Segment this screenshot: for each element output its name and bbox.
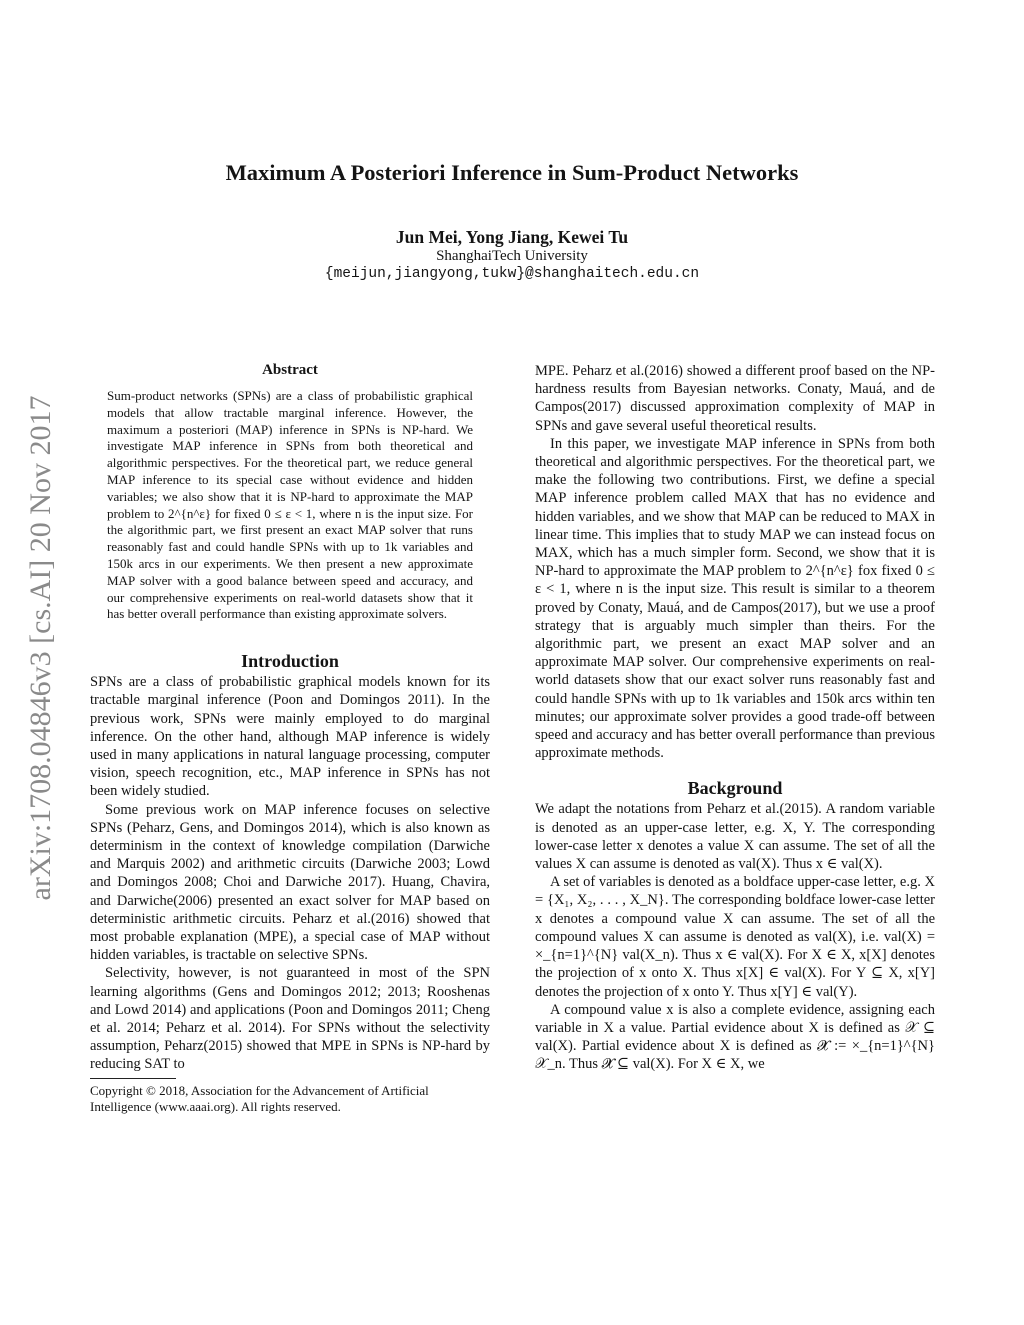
- left-column: [90, 362, 490, 1116]
- abstract-section: [107, 362, 473, 623]
- intro-continuation: [535, 362, 935, 762]
- right-column: [535, 362, 935, 1074]
- introduction-heading: Introduction: [241, 651, 339, 672]
- background-paragraph-2: A set of variables is denoted as a boldface upper-case letter, e.g. X = {X₁, X₂, . . . , X_N}. The corresponding boldface lower-case letter x denotes a compound value X can assume. The set of all the compound values X can assume is denoted as val(X), i.e. val(X) = ×_{n=1}^{N} val(X_n). Thus x ∈ val(X). For X ∈ X, x[X] denotes the projection of x onto X. Thus x[X] ∈ val(X). For Y ⊆ X, x[Y] denotes the projection of x onto Y. Thus x[Y] ∈ val(Y).: [535, 874, 935, 1000]
- background-paragraph-3: A compound value x is also a complete evidence, assigning each variable in X a value. Partial evidence about X is defined as 𝒳 ⊆ val(X). Partial evidence about X is defined as 𝓧 := ×_{n=1}^{N} 𝒳_n. Thus 𝓧 ⊆ val(X). For X ∈ X, we: [535, 1001, 935, 1073]
- affiliation: ShanghaiTech University: [436, 248, 588, 264]
- abstract-text: Sum-product networks (SPNs) are a class of probabilistic graphical models that allow tractable marginal inference. However, the maximum a posteriori (MAP) inference in SPNs is NP-hard. We investigate MAP inference in SPNs from both theoretical and algorithmic perspectives. For the theoretical part, we reduce general MAP inference to its special case without evidence and hidden variables; we also show that it is NP-hard to approximate the MAP problem to 2^{n^ε} for fixed 0 ≤ ε < 1, where n is the input size. For the algorithmic part, we first present an exact MAP solver that runs reasonably fast and could handle SPNs with up to 1k variables and 150k arcs in our experiments. We then present a new approximate MAP solver with a good balance between speed and accuracy, and our comprehensive experiments on real-world datasets show that it has better overall performance than existing approximate solvers.: [107, 388, 473, 622]
- abstract-heading: Abstract: [262, 362, 318, 378]
- background-body: [535, 800, 935, 1073]
- author-list: Jun Mei, Yong Jiang, Kewei Tu: [395, 227, 629, 247]
- intro-paragraph-2: Some previous work on MAP inference focuses on selective SPNs (Peharz, Gens, and Domingos 2014), which is also known as determinism in the context of knowledge compilation (Darwiche and Marquis 2002) and arithmetic circuits (Darwiche 2003; Lowd and Domingos 2008; Choi and Darwiche 2017). Huang, Chavira, and Darwiche(2006) presented an exact solver for MAP based on deterministic arithmetic circuits. Peharz et al.(2016) showed that most probable explanation (MPE), a special case of MAP without hidden variables, is tractable on selective SPNs.: [90, 801, 490, 964]
- paper-title: Maximum A Posteriori Inference in Sum-Product Networks: [225, 160, 799, 185]
- arxiv-identifier: arXiv:1708.04846v3 [cs.AI] 20 Nov 2017: [24, 395, 57, 901]
- copyright-footnote: Copyright © 2018, Association for the Advancement of Artificial Intelligence (www.aaai.org). All rights reserved.: [90, 1082, 429, 1115]
- intro-paragraph-3: Selectivity, however, is not guaranteed in most of the SPN learning algorithms (Gens and Domingos 2012; 2013; Rooshenas and Lowd 2014) and applications (Poon and Domingos 2011; Cheng et al. 2014; Peharz et al. 2014). For SPNs without the selectivity assumption, Peharz(2015) showed that MPE in SPNs is NP-hard by reducing SAT to: [90, 965, 490, 1073]
- background-heading: Background: [687, 778, 783, 799]
- contribution-paragraph: In this paper, we investigate MAP inference in SPNs from both theoretical and algorithmic perspectives. For the theoretical part, we make the following two contributions. First, we define a special MAP inference problem called MAX that has no evidence and hidden variables, and we show that MAP can be reduced to MAX in linear time. This implies that to study MAP we can instead focus on MAX, which has a much simpler form. Second, we show that it is NP-hard to approximate the MAP problem to 2^{n^ε} fox fixed 0 ≤ ε < 1, where n is the input size. This result is similar to a theorem proved by Conaty, Mauá, and de Campos(2017), but we use a proof strategy that is arguably much simpler than theirs. For the algorithmic part, we present an exact MAP solver and an approximate MAP solver. Our comprehensive experiments on real-world datasets show that our exact solver runs reasonably fast and could handle SPNs with up to 1k variables and 150k arcs within ten minutes; our approximate solver provides a good trade-off between speed and accuracy and has better overall performance than previous approximate methods.: [535, 435, 935, 762]
- intro-paragraph-1: SPNs are a class of probabilistic graphical models known for its tractable marginal inference (Poon and Domingos 2011). In the previous work, SPNs were mainly employed to do marginal inference. On the other hand, although MAP inference is widely used in many applications in natural language processing, computer vision, speech recognition, etc., MAP inference in SPNs has not been widely studied.: [90, 674, 490, 800]
- author-emails: {meijun,jiangyong,tukw}@shanghaitech.edu.cn: [324, 266, 700, 282]
- introduction-body: [90, 673, 490, 1073]
- footnote-rule: [90, 1078, 176, 1079]
- intro-paragraph-continued: MPE. Peharz et al.(2016) showed a different proof based on the NP-hardness results from Bayesian networks. Conaty, Mauá, and de Campos(2017) discussed approximation complexity of MAP in SPNs and gave several useful theoretical results.: [535, 363, 935, 434]
- background-paragraph-1: We adapt the notations from Peharz et al.(2015). A random variable is denoted as an upper-case letter, e.g. X, Y. The corresponding lower-case letter x denotes a value X can assume. The set of all the values X can assume is denoted as val(X). Thus x ∈ val(X).: [535, 801, 935, 873]
